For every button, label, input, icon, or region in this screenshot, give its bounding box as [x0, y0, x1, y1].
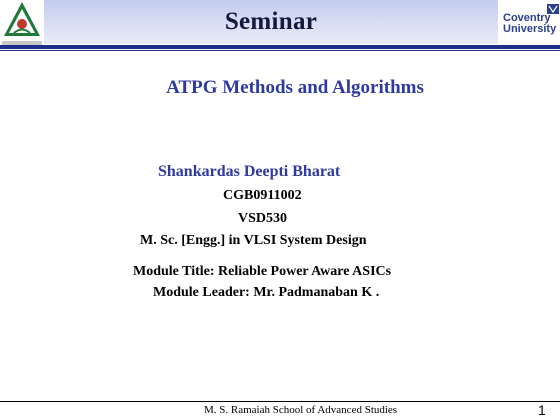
author-name: Shankardas Deepti Bharat: [158, 163, 341, 180]
footer-divider: [0, 401, 560, 402]
slide-header: [0, 0, 560, 54]
logo-line-2: University: [503, 23, 557, 35]
module-leader: Module Leader: Mr. Padmanaban K .: [153, 285, 380, 300]
footer-institution: M. S. Ramaiah School of Advanced Studies: [204, 404, 398, 416]
header-divider: [0, 45, 560, 49]
header-divider-thin: [0, 50, 560, 51]
logo-line-1: Coventry: [503, 12, 551, 24]
page-title: Seminar: [224, 8, 318, 35]
programme-name: M. Sc. [Engg.] in VLSI System Design: [140, 233, 367, 248]
course-code: VSD530: [238, 211, 288, 226]
university-logo: [503, 13, 559, 35]
seminar-topic: ATPG Methods and Algorithms: [166, 77, 424, 98]
module-title: Module Title: Reliable Power Aware ASICs: [133, 264, 392, 279]
registration-number: CGB0911002: [223, 188, 302, 203]
page-number: 1: [538, 402, 546, 418]
